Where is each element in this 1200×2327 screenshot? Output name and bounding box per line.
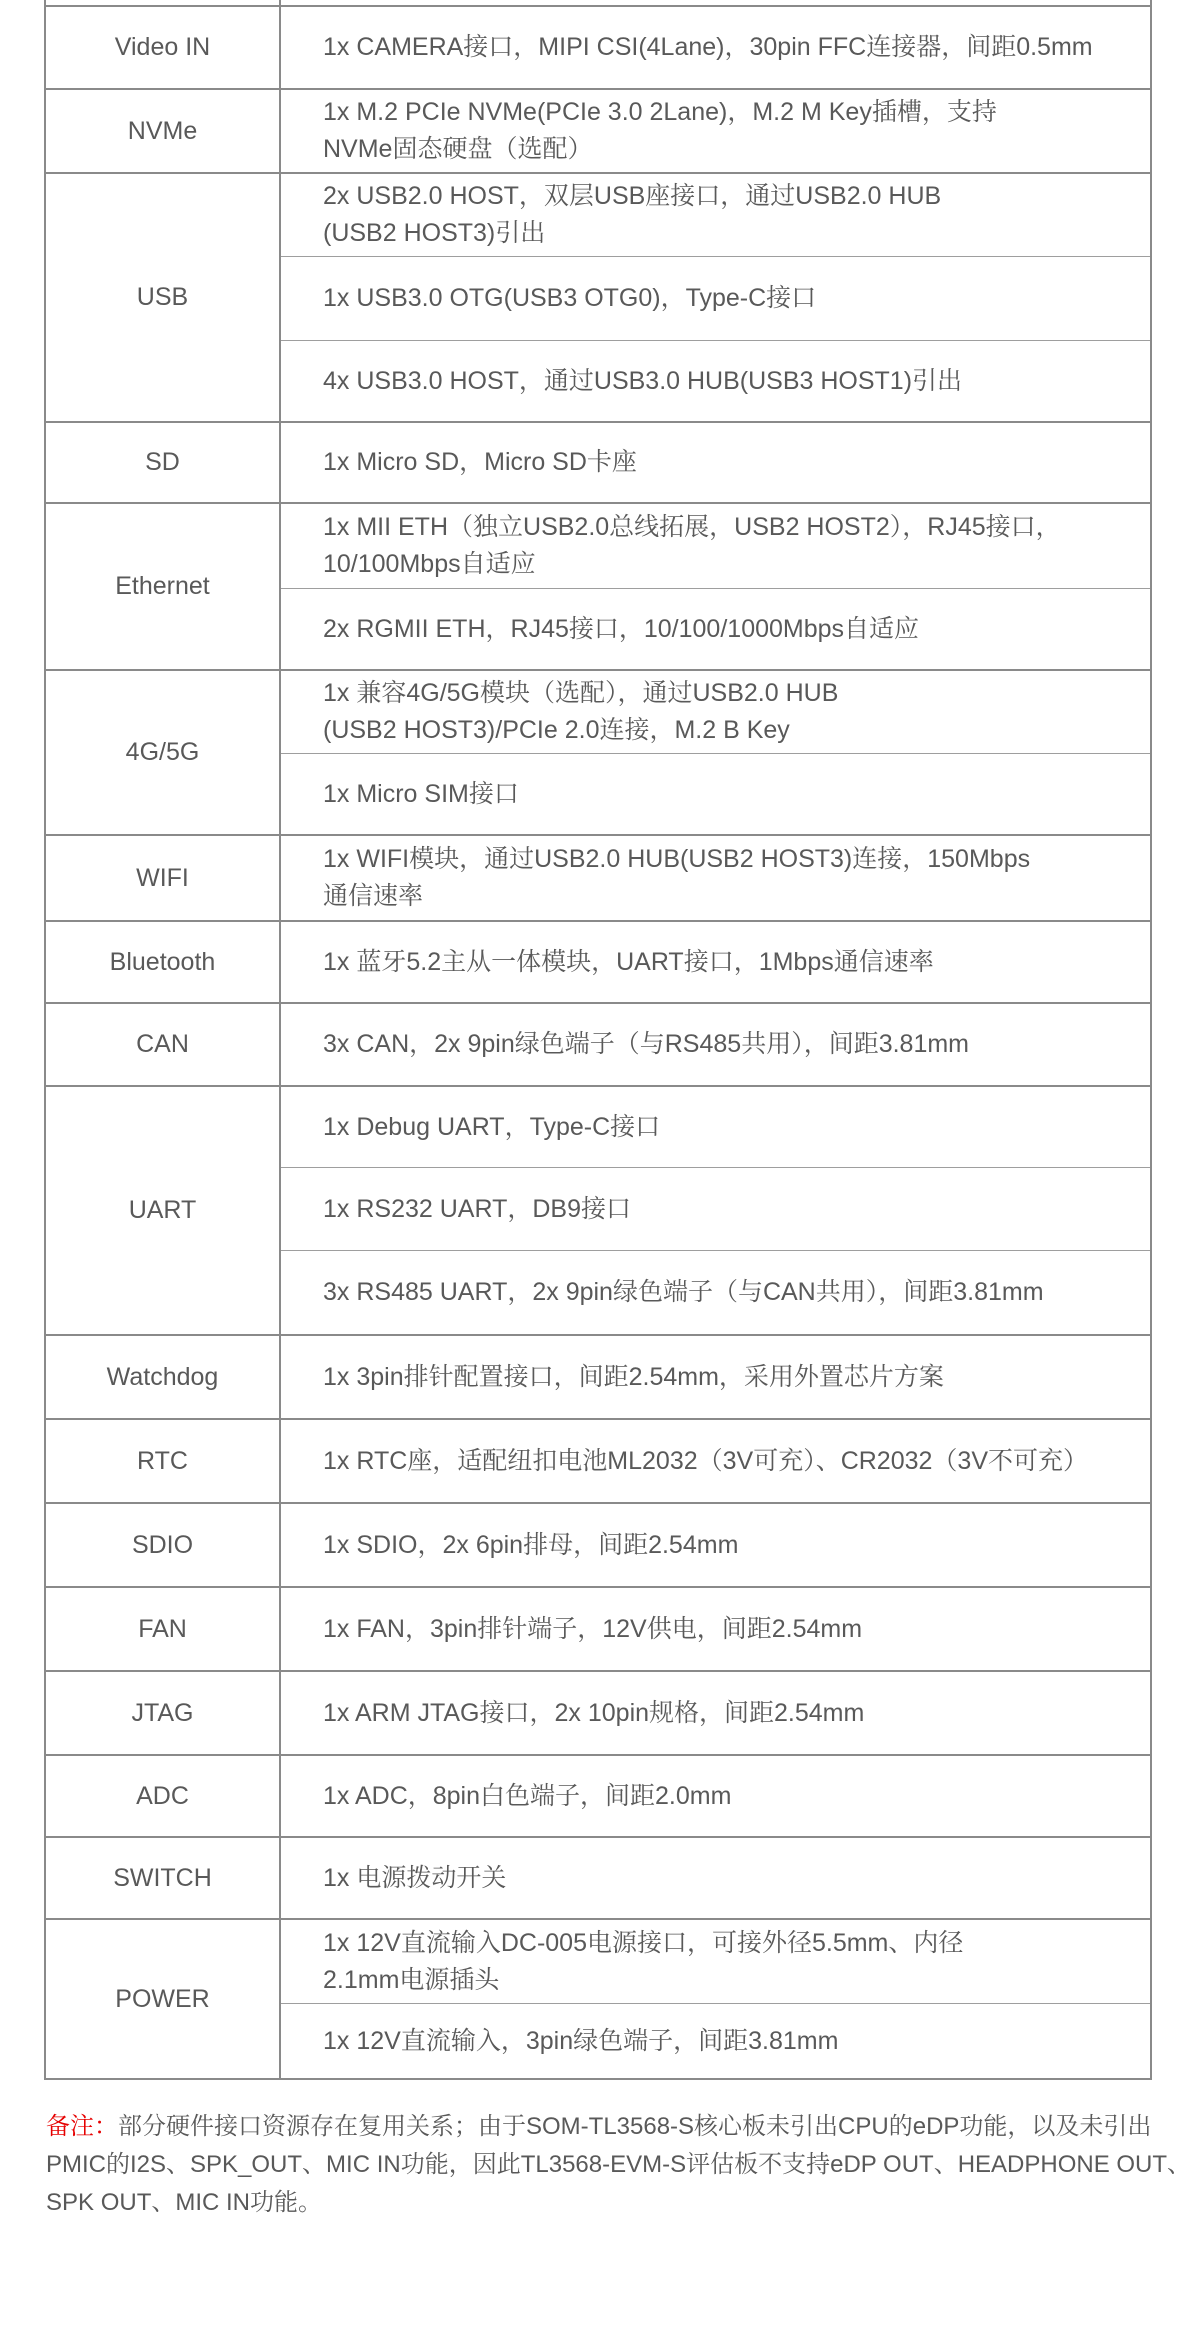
cell-line: 10/100Mbps自适应 xyxy=(323,550,536,578)
spec-group-ethernet xyxy=(46,502,1150,669)
spec-cell xyxy=(281,90,1150,172)
spec-cell xyxy=(281,671,1150,753)
row-label: SD xyxy=(46,423,281,502)
row-label: SWITCH xyxy=(46,1838,281,1918)
spec-cell xyxy=(281,922,1150,1002)
spec-group-switch xyxy=(46,1836,1150,1918)
row-label: CAN xyxy=(46,1004,281,1085)
cell-line: 1x 12V直流输入，3pin绿色端子，间距3.81mm xyxy=(323,2026,839,2055)
row-content xyxy=(281,836,1150,920)
row-content xyxy=(281,1004,1150,1085)
row-label: POWER xyxy=(46,1920,281,2078)
spec-cell xyxy=(281,753,1150,834)
spec-cell xyxy=(281,836,1150,920)
row-label: Watchdog xyxy=(46,1336,281,1418)
row-content xyxy=(281,1672,1150,1754)
row-label: UART xyxy=(46,1087,281,1334)
spec-cell xyxy=(281,1504,1150,1586)
spec-cell xyxy=(281,1087,1150,1167)
spec-cell xyxy=(281,1004,1150,1085)
spec-cell xyxy=(281,2003,1150,2078)
cell-line: 1x CAMERA接口，MIPI CSI(4Lane)，30pin FFC连接器，间距0.5mm xyxy=(323,33,1093,61)
cell-line: 1x RTC座，适配纽扣电池ML2032（3V可充）、CR2032（3V不可充） xyxy=(323,1446,1089,1475)
cell-line: NVMe固态硬盘（选配） xyxy=(323,135,593,163)
cell-line: 2x USB2.0 HOST，双层USB座接口，通过USB2.0 HUB xyxy=(323,182,942,210)
row-label: Video IN xyxy=(46,7,281,88)
cell-line: 1x RS232 UART，DB9接口 xyxy=(323,1194,631,1223)
spec-group-4g-5g xyxy=(46,669,1150,834)
spec-group-video-in xyxy=(46,5,1150,88)
row-label: Bluetooth xyxy=(46,922,281,1002)
cell-line: 1x Debug UART，Type-C接口 xyxy=(323,1112,661,1141)
spec-cell xyxy=(281,1420,1150,1502)
cell-line: 通信速率 xyxy=(323,882,424,910)
spec-group-uart xyxy=(46,1085,1150,1334)
row-label: ADC xyxy=(46,1756,281,1836)
spec-cell xyxy=(281,256,1150,340)
cell-line: 1x 电源拨动开关 xyxy=(323,1863,507,1892)
row-content xyxy=(281,174,1150,421)
row-label: JTAG xyxy=(46,1672,281,1754)
spec-cell xyxy=(281,423,1150,502)
note-line: PMIC的I2S、SPK_OUT、MIC IN功能，因此TL3568-EVM-S评估板不支持eDP OUT、HEADPHONE OUT、 xyxy=(46,2151,1192,2178)
row-label: USB xyxy=(46,174,281,421)
cell-line: 1x Micro SD，Micro SD卡座 xyxy=(323,448,637,476)
spec-cell xyxy=(281,504,1150,588)
cell-line: 4x USB3.0 HOST，通过USB3.0 HUB(USB3 HOST1)引出 xyxy=(323,366,963,395)
cell-line: 1x M.2 PCIe NVMe(PCIe 3.0 2Lane)，M.2 M Key插槽，支持 xyxy=(323,98,997,126)
spec-group-bluetooth xyxy=(46,920,1150,1002)
cell-line: 3x CAN，2x 9pin绿色端子（与RS485共用），间距3.81mm xyxy=(323,1030,969,1058)
spec-group-nvme xyxy=(46,88,1150,172)
note-label: 备注： xyxy=(46,2113,118,2140)
spec-group-power xyxy=(46,1918,1150,2078)
row-label: NVMe xyxy=(46,90,281,172)
row-content xyxy=(281,7,1150,88)
spec-group-rtc xyxy=(46,1418,1150,1502)
note-line xyxy=(46,2108,1166,2146)
note-line: SPK OUT、MIC IN功能。 xyxy=(46,2189,323,2216)
row-content xyxy=(281,671,1150,834)
row-label: WIFI xyxy=(46,836,281,920)
cell-line: (USB2 HOST3)引出 xyxy=(323,219,546,247)
cell-line: 1x SDIO，2x 6pin排母，间距2.54mm xyxy=(323,1530,739,1559)
row-content xyxy=(281,1087,1150,1334)
row-label: FAN xyxy=(46,1588,281,1670)
cell-line: 1x ADC，8pin白色端子，间距2.0mm xyxy=(323,1781,732,1810)
spec-group-wifi xyxy=(46,834,1150,920)
cell-line: 1x MII ETH（独立USB2.0总线拓展，USB2 HOST2），RJ45接口， xyxy=(323,513,1061,541)
spec-cell xyxy=(281,340,1150,421)
table-top-cut-row xyxy=(46,0,1150,5)
cell-line: 1x USB3.0 OTG(USB3 OTG0)，Type-C接口 xyxy=(323,284,817,312)
row-label: 4G/5G xyxy=(46,671,281,834)
row-content xyxy=(281,1756,1150,1836)
spec-group-sdio xyxy=(46,1502,1150,1586)
row-content xyxy=(281,504,1150,669)
spec-group-adc xyxy=(46,1754,1150,1836)
spec-cell xyxy=(281,1756,1150,1836)
row-content xyxy=(281,1920,1150,2078)
column-divider xyxy=(279,0,281,5)
spec-cell xyxy=(281,588,1150,669)
cell-line: 1x WIFI模块，通过USB2.0 HUB(USB2 HOST3)连接，150Mbps xyxy=(323,845,1031,873)
spec-cell xyxy=(281,1336,1150,1418)
spec-group-can xyxy=(46,1002,1150,1085)
row-content xyxy=(281,922,1150,1002)
cell-line: 1x 12V直流输入DC-005电源接口，可接外径5.5mm、内径 xyxy=(323,1928,964,1957)
row-content xyxy=(281,90,1150,172)
spec-group-watchdog xyxy=(46,1334,1150,1418)
spec-table xyxy=(44,0,1152,2080)
cell-line: 1x ARM JTAG接口，2x 10pin规格，间距2.54mm xyxy=(323,1698,865,1727)
spec-cell xyxy=(281,1838,1150,1918)
spec-group-usb xyxy=(46,172,1150,421)
row-content xyxy=(281,1838,1150,1918)
spec-cell xyxy=(281,174,1150,256)
spec-cell xyxy=(281,1672,1150,1754)
cell-line: 1x 蓝牙5.2主从一体模块，UART接口，1Mbps通信速率 xyxy=(323,947,934,976)
cell-line: 1x 3pin排针配置接口，间距2.54mm，采用外置芯片方案 xyxy=(323,1362,944,1391)
spec-group-jtag xyxy=(46,1670,1150,1754)
spec-cell xyxy=(281,1920,1150,2003)
row-content xyxy=(281,1504,1150,1586)
cell-line: 3x RS485 UART，2x 9pin绿色端子（与CAN共用），间距3.81mm xyxy=(323,1278,1044,1306)
spec-cell xyxy=(281,1588,1150,1670)
cell-line: 1x FAN，3pin排针端子，12V供电，间距2.54mm xyxy=(323,1614,863,1643)
cell-line: 1x Micro SIM接口 xyxy=(323,779,519,808)
note-text: 部分硬件接口资源存在复用关系；由于SOM-TL3568-S核心板未引出CPU的eDP功能，以及未引出 xyxy=(118,2113,1152,2140)
row-label: Ethernet xyxy=(46,504,281,669)
spec-group-fan xyxy=(46,1586,1150,1670)
spec-cell xyxy=(281,1167,1150,1250)
row-content xyxy=(281,423,1150,502)
row-label: RTC xyxy=(46,1420,281,1502)
cell-line: 1x 兼容4G/5G模块（选配），通过USB2.0 HUB xyxy=(323,679,839,707)
spec-cell xyxy=(281,1250,1150,1334)
row-label: SDIO xyxy=(46,1504,281,1586)
row-content xyxy=(281,1336,1150,1418)
cell-line: 2.1mm电源插头 xyxy=(323,1965,500,1994)
cell-line: (USB2 HOST3)/PCIe 2.0连接，M.2 B Key xyxy=(323,716,790,744)
row-content xyxy=(281,1588,1150,1670)
row-content xyxy=(281,1420,1150,1502)
note xyxy=(46,2108,1192,2222)
spec-group-sd xyxy=(46,421,1150,502)
cell-line: 2x RGMII ETH，RJ45接口，10/100/1000Mbps自适应 xyxy=(323,614,920,643)
spec-cell xyxy=(281,7,1150,88)
spec-table-body xyxy=(46,5,1150,2078)
